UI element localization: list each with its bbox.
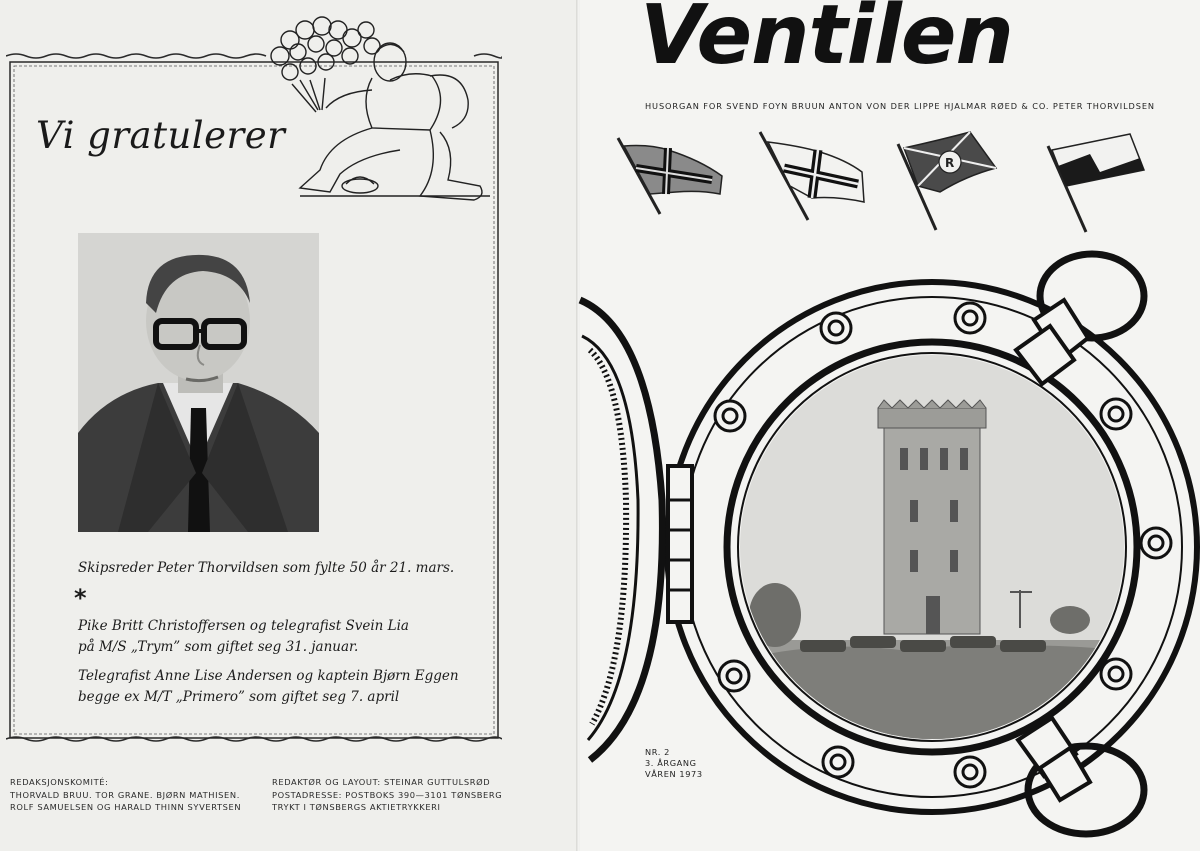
flag-hjalmar-roed-icon [898,132,996,230]
masthead-title: Ventilen [640,0,1013,83]
imprint-line: TRYKT I TØNSBERGS AKTIETRYKKERI [272,802,441,812]
flag-peter-thorvildsen-icon [1048,134,1144,232]
caption-wedding-2-line-1: Telegrafist Anne Lise Andersen og kaptein Bjørn Eggen [78,668,459,684]
issue-number: NR. 2 [645,747,670,757]
flag-letter: R [945,156,955,170]
issue-info [645,747,703,780]
caption-wedding-1-line-2: på M/S „Trym” som giftet seg 31. januar. [78,639,359,655]
imprint-line: POSTADRESSE: POSTBOKS 390—3101 TØNSBERG [272,789,503,800]
flag-anton-von-der-lippe-icon [760,132,864,220]
imprint-line: REDAKSJONSKOMITÉ: [10,777,109,787]
caption-wedding-1-line-1: Pike Britt Christoffersen og telegrafist Svein Lia [78,618,409,634]
tower-view [740,355,1124,740]
caption-birthday: Skipsreder Peter Thorvildsen som fylte 50 år 21. mars. [78,560,455,576]
owners-line: HUSORGAN FOR SVEND FOYN BRUUN ANTON VON DER LIPPE HJALMAR RØED & CO. PETER THORVILDSEN [645,101,1155,111]
volume: 3. ÅRGANG [645,758,697,768]
season: VÅREN 1973 [645,769,703,779]
flag-svend-foyn-bruun-icon [618,138,722,214]
page-heading: Vi gratulerer [36,114,286,157]
caption-wedding-2-line-2: begge ex M/T „Primero” som giftet seg 7. april [78,689,400,705]
imprint-line: REDAKTØR OG LAYOUT: STEINAR GUTTULSRØD [272,777,491,787]
imprint-line: THORVALD BRUU. TOR GRANE. BJØRN MATHISEN. [10,789,240,800]
imprint-line: ROLF SAMUELSEN OG HARALD THINN SYVERTSEN [10,802,242,812]
caption-separator: * [74,584,87,612]
